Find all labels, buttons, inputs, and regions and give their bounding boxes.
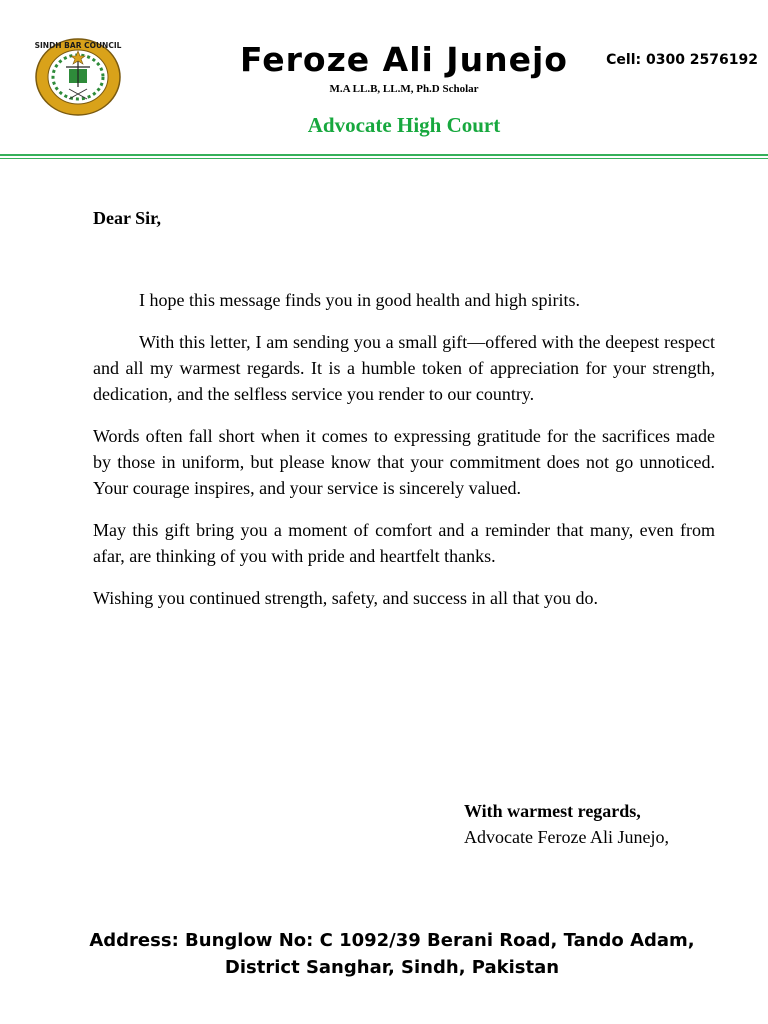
address-line: District Sanghar, Sindh, Pakistan [224,957,560,978]
qualifications: M.A LL.B, LL.M, Ph.D Scholar [329,83,479,95]
letter-closing [464,798,669,850]
header-divider-thin [0,158,768,159]
cell-number: Cell: 0300 2576192 [606,52,758,68]
signature: Advocate Feroze Ali Junejo, [464,827,669,847]
advocate-name: Feroze Ali Junejo [240,40,568,79]
closing-phrase: With warmest regards, [464,801,641,821]
advocate-title: Advocate High Court [307,113,501,137]
paragraph: I hope this message finds you in good health and high spirits. [139,290,580,310]
address-line: Address: Bunglow No: C 1092/39 Berani Road, Tando Adam, [89,930,695,951]
paragraph: May this gift bring you a moment of comfort and a reminder that many, even from afar, are thinking of you with pride and heartfelt thanks. [93,520,715,566]
salutation: Dear Sir, [93,208,162,228]
header-divider-thick [0,154,768,156]
svg-text:SINDH BAR COUNCIL: SINDH BAR COUNCIL [34,41,122,50]
paragraph: Wishing you continued strength, safety, and success in all that you do. [93,588,599,608]
paragraph: With this letter, I am sending you a small gift—offered with the deepest respect and all my warmest regards. It is a humble token of appreciation for your strength, dedication, and the selfless service you render to our country. [93,332,715,404]
paragraph: Words often fall short when it comes to expressing gratitude for the sacrifices made by those in uniform, but please know that your commitment does not go unnoticed. Your courage inspires, and your service is sincerely valued. [93,426,715,498]
letter-body [93,205,715,627]
footer-address [0,927,768,981]
